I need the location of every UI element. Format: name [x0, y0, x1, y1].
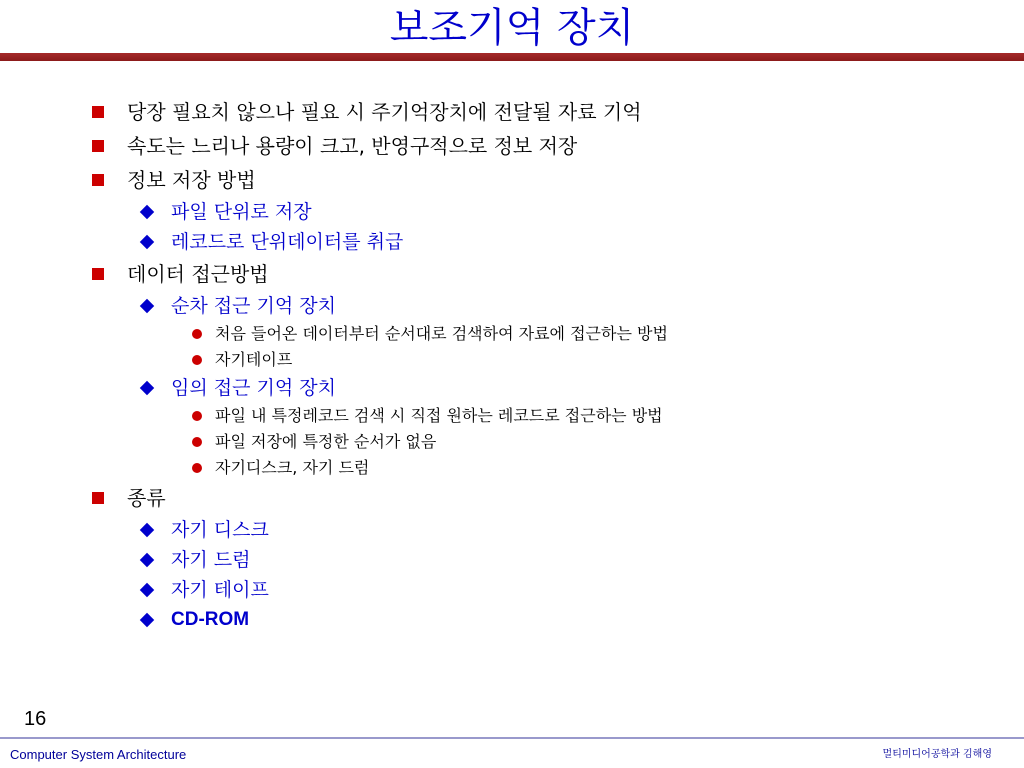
bullet-text: 처음 들어온 데이터부터 순서대로 검색하여 자료에 접근하는 방법: [215, 324, 668, 343]
bullet-item-level-3: [0, 455, 1024, 481]
bullet-text: 자기디스크, 자기 드럼: [215, 458, 370, 477]
bullet-text: 레코드로 단위데이터를 취급: [171, 231, 404, 253]
bullet-item-level-2: [0, 227, 1024, 257]
diamond-bullet-icon: [140, 583, 154, 597]
bullet-item-level-2: [0, 575, 1024, 605]
square-bullet-icon: [92, 268, 104, 280]
bullet-text: 정보 저장 방법: [127, 168, 256, 192]
circle-bullet-icon: [192, 463, 202, 473]
bullet-item-level-3: [0, 403, 1024, 429]
diamond-bullet-icon: [140, 235, 154, 249]
bullet-text: 자기 디스크: [171, 519, 269, 541]
square-bullet-icon: [92, 492, 104, 504]
square-bullet-icon: [92, 174, 104, 186]
circle-bullet-icon: [192, 329, 202, 339]
bullet-item-level-3: [0, 347, 1024, 373]
bullet-item-level-3: [0, 321, 1024, 347]
square-bullet-icon: [92, 106, 104, 118]
bullet-item-level-1: [0, 129, 1024, 163]
bullet-text: 순차 접근 기억 장치: [171, 295, 336, 317]
bullet-item-level-2: [0, 291, 1024, 321]
bullet-text: 종류: [127, 486, 166, 510]
footer-divider: [0, 737, 1024, 739]
bullet-text: 데이터 접근방법: [127, 262, 269, 286]
diamond-bullet-icon: [140, 205, 154, 219]
title-divider: [0, 53, 1024, 61]
bullet-text: 속도는 느리나 용량이 크고, 반영구적으로 정보 저장: [127, 134, 578, 158]
footer-author: 멀티미디어공학과 김해영: [882, 749, 992, 760]
circle-bullet-icon: [192, 411, 202, 421]
bullet-text: 자기 드럼: [171, 549, 251, 571]
bullet-item-level-1: [0, 257, 1024, 291]
bullet-item-level-2: [0, 373, 1024, 403]
bullet-list: [0, 95, 1024, 635]
bullet-text: 파일 단위로 저장: [171, 201, 312, 223]
bullet-text: 파일 내 특정레코드 검색 시 직접 원하는 레코드로 접근하는 방법: [215, 406, 663, 425]
footer-course-title: Computer System Architecture: [10, 747, 187, 762]
bullet-item-level-1: [0, 95, 1024, 129]
bullet-item-level-1: [0, 481, 1024, 515]
bullet-text: 파일 저장에 특정한 순서가 없음: [215, 432, 437, 451]
slide-title: 보조기억 장치: [389, 5, 635, 51]
bullet-item-level-2: [0, 545, 1024, 575]
circle-bullet-icon: [192, 437, 202, 447]
diamond-bullet-icon: [140, 299, 154, 313]
bullet-item-level-2: [0, 515, 1024, 545]
bullet-text: 임의 접근 기억 장치: [171, 377, 336, 399]
bullet-item-level-2: [0, 605, 1024, 635]
bullet-text: 당장 필요치 않으나 필요 시 주기억장치에 전달될 자료 기억: [127, 100, 642, 124]
bullet-item-level-3: [0, 429, 1024, 455]
circle-bullet-icon: [192, 355, 202, 365]
bullet-text: CD-ROM: [171, 609, 250, 630]
page-number: 16: [24, 708, 47, 730]
diamond-bullet-icon: [140, 523, 154, 537]
square-bullet-icon: [92, 140, 104, 152]
bullet-item-level-2: [0, 197, 1024, 227]
diamond-bullet-icon: [140, 553, 154, 567]
bullet-item-level-1: [0, 163, 1024, 197]
bullet-text: 자기테이프: [215, 350, 293, 369]
diamond-bullet-icon: [140, 613, 154, 627]
bullet-text: 자기 테이프: [171, 579, 269, 601]
diamond-bullet-icon: [140, 381, 154, 395]
